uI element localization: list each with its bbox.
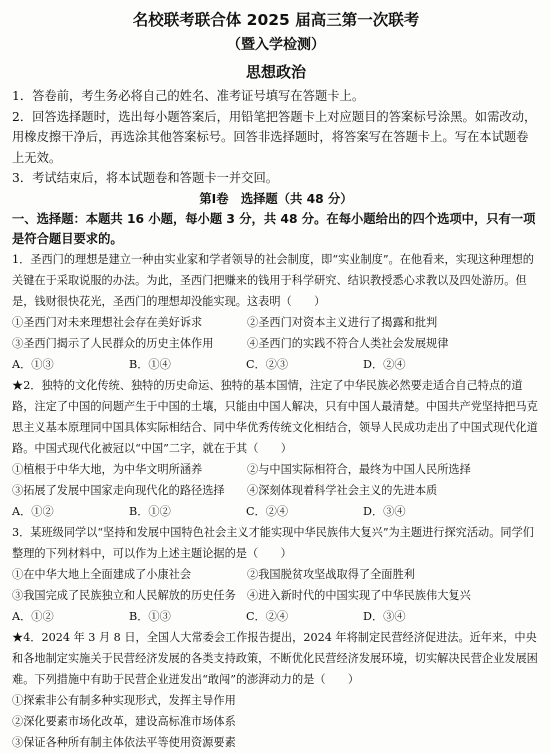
- q2-option-1: ①植根于中华大地，为中华文明所涵养: [12, 462, 203, 476]
- q3-answer-a: A．①②: [12, 609, 54, 623]
- q3-option-2: ②我国脱贫攻坚战取得了全面胜利: [247, 567, 415, 581]
- q2-option-2: ②与中国实际相符合，最终为中国人民所选择: [247, 462, 471, 476]
- q1-option-1: ①圣西门对未来理想社会存在美好诉求: [12, 315, 203, 329]
- q2-answer-a: A．①②: [12, 504, 54, 518]
- instruction-1: 1．答卷前，考生务必将自己的姓名、准考证号填写在答题卡上。: [12, 89, 365, 103]
- instruction-3: 3．考试结束后，将本试题卷和答题卡一并交回。: [12, 171, 279, 185]
- q2-answer-b: B．①②: [129, 504, 171, 518]
- q3-option-4: ④进入新时代的中国实现了中华民族伟大复兴: [247, 588, 471, 602]
- question-2-answers: [12, 501, 540, 522]
- q1-option-4: ④圣西门的实践不符合人类社会发展规律: [247, 336, 449, 350]
- part-title: 第Ⅰ卷 选择题（共 48 分）: [199, 191, 353, 206]
- q3-answer-b: B．①③: [129, 609, 171, 623]
- q1-answer-a: A．①③: [12, 357, 54, 371]
- question-2-options: [12, 459, 540, 501]
- q3-answer-c: C．②④: [246, 609, 289, 623]
- section-intro: 一、选择题：本题共 16 小题，每小题 3 分，共 48 分。在每小题给出的四个选项中，只有一项是符合题目要求的。: [12, 211, 536, 246]
- question-4-stem: ★4．2024 年 3 月 8 日，全国人大常委会工作报告提出，2024 年将制定民营经济促进法。近年来，中央和各地制定实施关于民营经济发展的各类支持政策，不断优化民营经济发展环境，切实解决民营企业发展困难。下列措施中有助于民营企业迸发出“敢闯”的澎湃动力的是（ ）: [12, 630, 538, 686]
- q4-option-2: ②深化要素市场化改革，建设高标准市场体系: [12, 714, 236, 728]
- q1-answer-d: D．②④: [363, 357, 406, 371]
- q1-answer-b: B．①④: [129, 357, 171, 371]
- question-1-stem: 1．圣西门的理想是建立一种由实业家和学者领导的社会制度，即“实业制度”。在他看来，实现这种理想的关键在于采取说服的办法。为此，圣西门把赚来的钱用于科学研究、结识教授悉心求教以及四处游历。但是，钱财很快花光，圣西门的理想却没能实现。这表明（ ）: [12, 252, 534, 308]
- question-1-options: [12, 312, 540, 354]
- question-2-stem: ★2．独特的文化传统、独特的历史命运、独特的基本国情，注定了中华民族必然要走适合自己特点的道路，注定了中国的问题产生于中国的土壤，只能由中国人解决，只有中国人最清楚。中国共产党坚持把马克思主义基本原理同中国具体实际相结合、同中华优秀传统文化相结合，领导人民成功走出了中国式现代化道路。中国式现代化被冠以“中国”二字，就在于其（ ）: [12, 378, 538, 455]
- q1-option-3: ③圣西门揭示了人民群众的历史主体作用: [12, 336, 214, 350]
- q3-option-3: ③我国完成了民族独立和人民解放的历史任务: [12, 588, 236, 602]
- q4-option-3: ③保证各种所有制主体依法平等使用资源要素: [12, 735, 236, 749]
- q1-option-2: ②圣西门对资本主义进行了揭露和批判: [247, 315, 438, 329]
- q4-option-1: ①探索非公有制多种实现形式，发挥主导作用: [12, 693, 236, 707]
- q2-option-4: ④深刻体现着科学社会主义的先进本质: [247, 483, 438, 497]
- q3-option-1: ①在中华大地上全面建成了小康社会: [12, 567, 192, 581]
- question-3-stem: 3．某班级同学以“坚持和发展中国特色社会主义才能实现中华民族伟大复兴”为主题进行探究活动。同学们整理的下列材料中，可以作为上述主题论据的是（ ）: [12, 525, 534, 560]
- question-3-options: [12, 564, 540, 606]
- q2-answer-c: C．②④: [246, 504, 289, 518]
- question-1-answers: [12, 354, 540, 375]
- q2-option-3: ③拓展了发展中国家走向现代化的路径选择: [12, 483, 225, 497]
- exam-title: 名校联考联合体 2025 届高三第一次联考: [132, 11, 420, 29]
- q2-answer-d: D．③④: [363, 504, 406, 518]
- q3-answer-d: D．③④: [363, 609, 406, 623]
- instruction-2: 2．回答选择题时，选出每小题答案后，用铅笔把答题卡上对应题目的答案标号涂黑。如需改动，用橡皮擦干净后，再选涂其他答案标号。回答非选择题时，将答案写在答题卡上。写在本试题卷上无效。: [12, 109, 537, 165]
- exam-subtitle: （暨入学检测）: [227, 37, 325, 53]
- q1-answer-c: C．②③: [246, 357, 289, 371]
- question-3-answers: [12, 606, 540, 627]
- subject-title: 思想政治: [245, 63, 306, 81]
